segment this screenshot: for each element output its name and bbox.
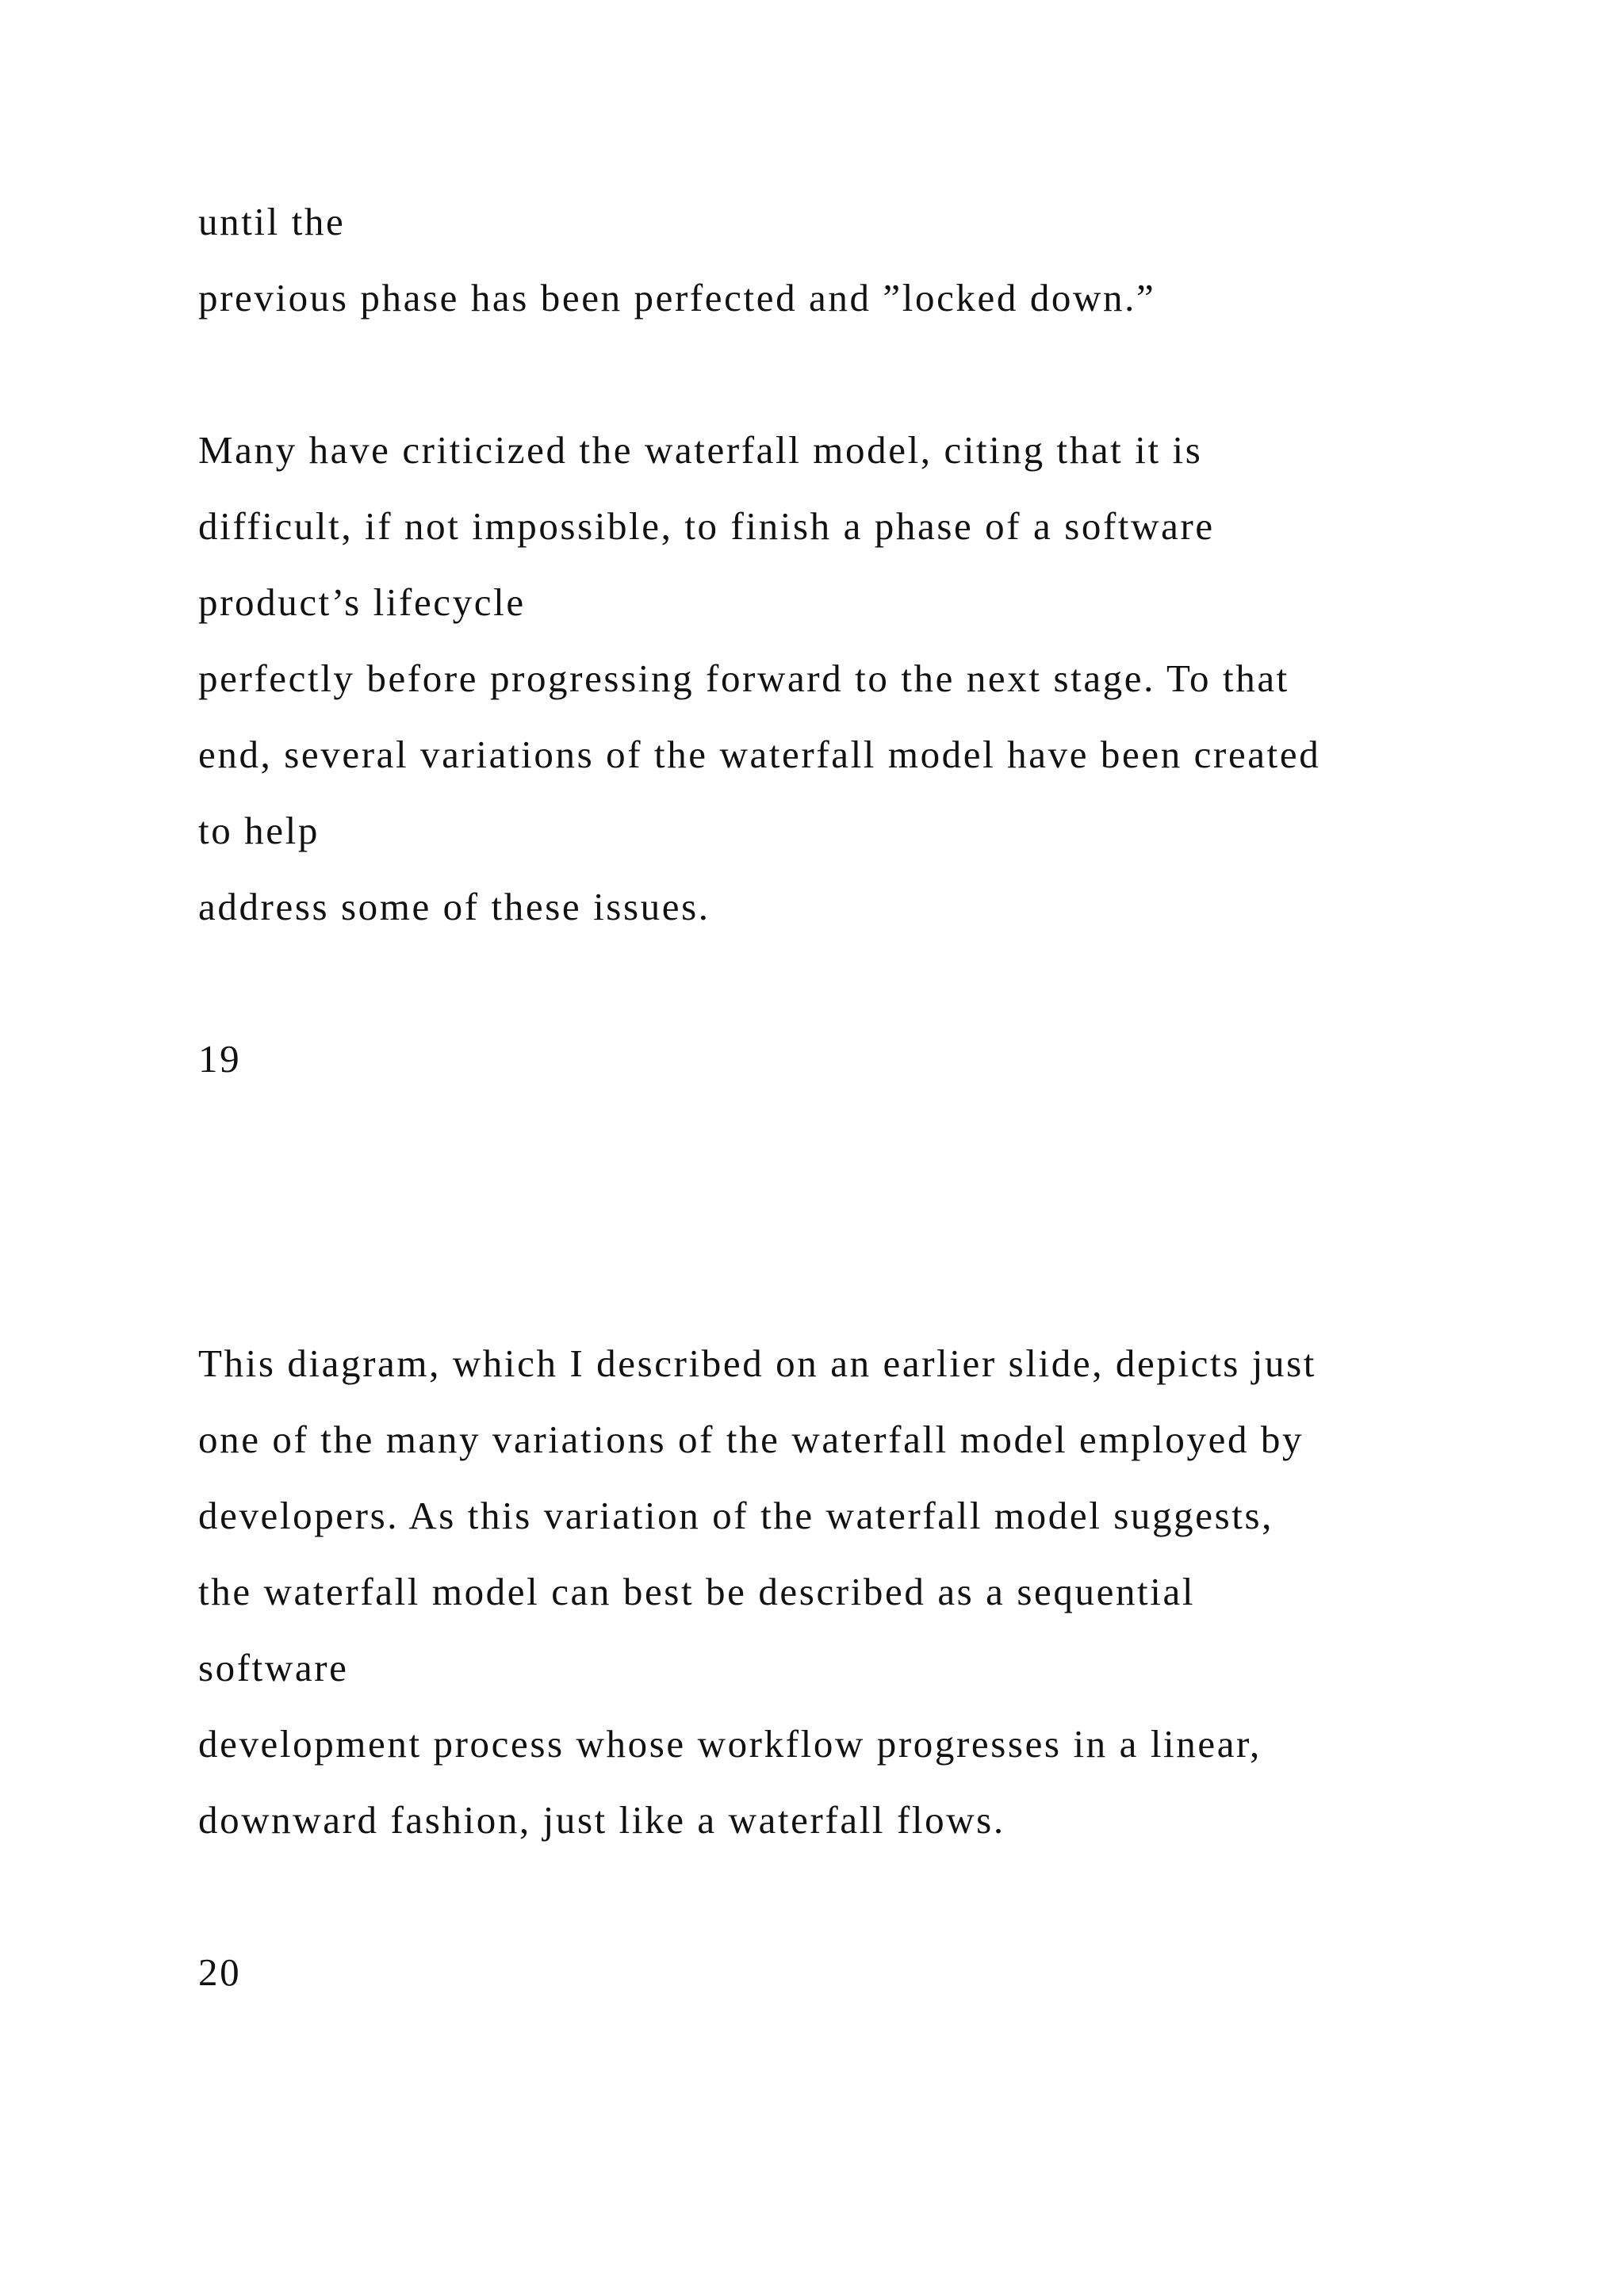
text-line: developers. As this variation of the waterfall model suggests, bbox=[198, 1494, 1274, 1537]
text-line: software bbox=[198, 1646, 349, 1689]
text-line: one of the many variations of the waterfall model employed by bbox=[198, 1418, 1304, 1461]
text-line: This diagram, which I described on an earlier slide, depicts just bbox=[198, 1341, 1316, 1385]
text-line: until the bbox=[198, 200, 346, 243]
text-line: perfectly before progressing forward to the next stage. To that bbox=[198, 656, 1289, 700]
text-line: address some of these issues. bbox=[198, 885, 710, 928]
text-line: difficult, if not impossible, to finish a phase of a software bbox=[198, 504, 1215, 548]
text-line: product’s lifecycle bbox=[198, 580, 526, 624]
text-line: downward fashion, just like a waterfall flows. bbox=[198, 1798, 1005, 1842]
text-line: development process whose workflow progresses in a linear, bbox=[198, 1722, 1262, 1766]
text-line: end, several variations of the waterfall model have been created bbox=[198, 733, 1321, 776]
text-line: to help bbox=[198, 809, 320, 852]
text-line: the waterfall model can best be described as a sequential bbox=[198, 1570, 1196, 1613]
text-line: previous phase has been perfected and ”locked down.” bbox=[198, 276, 1156, 320]
page-number: 20 bbox=[198, 1950, 242, 1994]
text-line: Many have criticized the waterfall model, citing that it is bbox=[198, 428, 1203, 472]
page-number: 19 bbox=[198, 1037, 242, 1081]
